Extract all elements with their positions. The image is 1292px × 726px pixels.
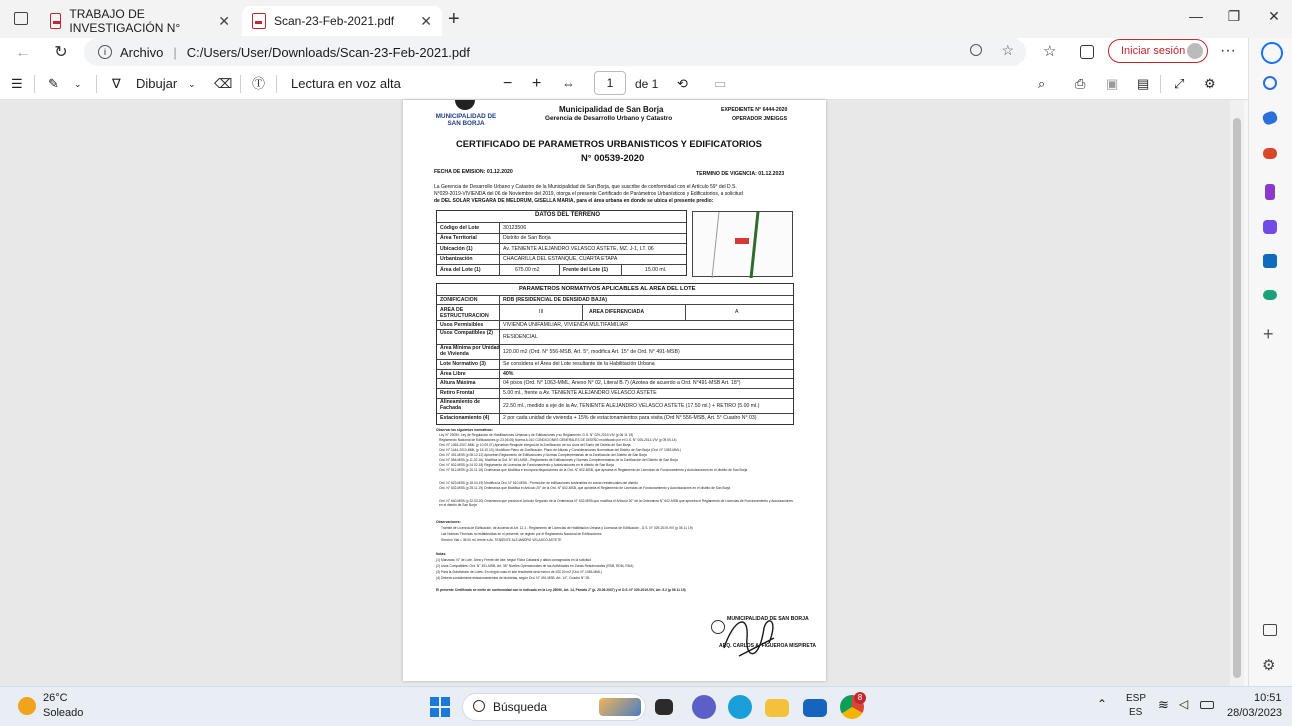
print-icon[interactable]: ⎙	[1075, 76, 1086, 91]
origin-label: Archivo	[120, 44, 164, 60]
shopping-icon[interactable]	[1261, 110, 1278, 126]
chat-icon[interactable]	[692, 695, 716, 719]
nota-item: (1) Manzana, N° de Lote, Área y Frente del lote, según Ficha Catastral y datos consignados en la solicitud	[436, 558, 592, 562]
frente-label: Frente del Lote (1)	[563, 267, 608, 273]
close-window-button[interactable]: ✕	[1268, 8, 1280, 24]
sun-icon	[18, 697, 36, 715]
tab-label: TRABAJO DE INVESTIGACIÓN N°	[69, 7, 181, 35]
pdf-page	[403, 100, 826, 681]
rotate-icon[interactable]: ⟲	[677, 76, 688, 91]
cert-number: N° 00539-2020	[581, 152, 645, 163]
restore-button[interactable]: ❐	[1227, 8, 1241, 24]
param-label: Alineamiento de Fachada	[440, 399, 481, 411]
nota-item: (4) Deberá considerarse estacionamientos de bicicletas, según Ord. N° 491-MSB, Art. 14°, Cuadro N° 05.	[436, 576, 591, 580]
table-col	[621, 264, 622, 276]
notas-title: Notas:	[436, 552, 447, 556]
close-icon[interactable]: ✕	[420, 12, 432, 29]
windows-icon[interactable]	[430, 697, 450, 717]
highlight-icon[interactable]: ✎	[48, 76, 59, 91]
param-value: 2 por cada unidad de vivienda + 15% de estacionamientos para visita (Ord N° 556-MSB, Art. 5° Cuadro N° 03)	[503, 415, 757, 421]
normas-title: Observar las siguientes normativas:	[436, 428, 493, 432]
tab-label: Scan-23-Feb-2021.pdf	[274, 14, 395, 28]
chevron-down-icon[interactable]: ⌄	[188, 79, 196, 89]
norma-item: Ord. N° 602-MSB (p 24.02.18) Reglamento de Licencias de Funcionamiento y Autorizaciones en el distrito de San Borja	[439, 463, 614, 467]
search-icon[interactable]: ⌕	[1038, 76, 1046, 91]
param-value: III	[539, 309, 544, 315]
divider	[96, 75, 97, 93]
norma-item: Ord. N° 1444-2010-MML (p 16.10.10), Modifican Plano de Zonificación, Plano de Alturas y Consideraciones Normativas del Distrito de San Borja (Ord. N° 1063-MML)	[439, 448, 681, 452]
map-street-line	[712, 212, 720, 278]
more-icon[interactable]: ···	[1220, 42, 1236, 59]
file-explorer-icon[interactable]	[765, 699, 789, 717]
search-box[interactable]	[462, 693, 646, 721]
weather-temp[interactable]: 26°C	[43, 692, 68, 704]
norma-item: Ord. N° 556-MSB (p 11.02.16), Modifica la Ord. N° 491-MSB - Reglamento de Edificaciones y Normas Complementarias de la Zonificación del Distrito de San Borja	[439, 458, 678, 462]
fecha-emision: FECHA DE EMISION: 01.12.2020	[434, 169, 513, 175]
terreno-header: DATOS DEL TERRENO	[535, 212, 601, 218]
param-label: Usos Permisibles	[440, 322, 484, 328]
send-icon[interactable]	[1263, 290, 1277, 300]
page-total: de 1	[635, 77, 659, 91]
table-row	[437, 254, 686, 255]
table-row	[437, 413, 793, 414]
signature	[719, 608, 789, 668]
chevron-down-icon[interactable]: ⌄	[74, 79, 82, 89]
sidebar-panel-icon[interactable]	[1263, 624, 1277, 636]
new-tab-button[interactable]: +	[448, 8, 460, 30]
param-label-2: AREA DIFERENCIADA	[589, 309, 645, 315]
location-map	[692, 211, 793, 277]
zoom-in-button[interactable]: +	[532, 75, 542, 92]
draw-icon[interactable]: ∇	[112, 76, 121, 91]
favorites-icon[interactable]: ☆	[1043, 43, 1057, 60]
ubicacion-label: Ubicación (1)	[440, 246, 473, 252]
tab-actions-icon[interactable]	[14, 12, 28, 25]
param-label: Estacionamiento (4)	[440, 415, 490, 421]
cierre-text: El presente Certificado se emite de conformidad con lo indicado en la Ley 29090, Art. 14, Párrafo 2° (p. 25.09.2007) y el D.S. N° 029-2019-VIV, Art. 5.2 (p 06 11 19)	[436, 588, 686, 592]
scrollbar-thumb[interactable]	[1233, 118, 1241, 678]
stamp-name: ARQ. CARLOS A. FIGUEROA MISPIRETA	[719, 643, 817, 649]
save-as-icon[interactable]: ▤	[1137, 76, 1150, 91]
info-icon[interactable]: i	[98, 45, 112, 59]
norma-item: Ord. N° 623-MSB (p 18.04.19) Modifica la Ord. N° 610-MSB - Promoción de edificaciones sostenibles en zonas residenciales del distrito	[439, 481, 638, 485]
add-icon[interactable]: +	[1263, 324, 1274, 344]
param-value-2: A	[735, 309, 739, 315]
table-row	[437, 388, 793, 389]
table-row	[437, 378, 793, 379]
params-table	[436, 283, 794, 425]
param-value: 22.50 ml., medido a eje de la Av. TENIENTE ALEJANDRO VELASCO ASTETE (17.50 ml.) + RETIRO (5.00 ml.)	[503, 403, 760, 409]
table-col	[685, 304, 686, 320]
signin-label: Iniciar sesión	[1121, 45, 1186, 57]
intro-line-1: La Gerencia de Desarrollo Urbano y Catastro de la Municipalidad de San Borja, que suscribe de conformidad con el Artículo 59° del D.S.	[434, 184, 737, 190]
obs-item: Las Normas Técnicas no establecidas en el presente, se regirán por el Reglamento Nacional de Edificaciones	[441, 532, 602, 536]
search-icon	[473, 700, 485, 712]
codigo-label: Código del Lote	[440, 225, 480, 231]
param-label: Usos Compatibles (2)	[440, 330, 494, 336]
expediente: EXPEDIENTE N° 6444-2020	[721, 107, 788, 113]
table-row	[437, 222, 686, 223]
norma-item: Ord. N° 640-MSB (p 22.03.20) Ordenanza que precisa el Artículo Segundo de la Ordenanza N° 632-MSB que modifica el Artículo 20° de la Ordenanza N° 602-MSB que aprueba el Reglamento de Licencias de Funcionamiento y Autorizaciones en el distrito de San Borja	[439, 499, 793, 508]
pdf-toolbar	[0, 68, 1248, 100]
office-icon[interactable]	[1263, 220, 1277, 234]
area-lote-label: Área del Lote (1)	[440, 267, 481, 273]
taskbar	[0, 686, 1292, 726]
param-label: AREA DE ESTRUCTURACION	[440, 307, 489, 319]
outlook-icon[interactable]	[1263, 254, 1277, 268]
intro-line-2: N°029-2019-VIVIENDA del 06 de Noviembre del 2019, otorga el presente Certificado de Parámetros Urbanísticos y Edificatorios, a solicitud	[434, 191, 743, 197]
gerencia-title: Gerencia de Desarrollo Urbano y Catastro	[545, 115, 673, 122]
chevron-up-icon[interactable]: ⌃	[1097, 697, 1108, 711]
address-bar	[0, 38, 1248, 68]
area-lote-value: 675.00 m2	[515, 267, 540, 273]
param-value: Se considera el Área del Lote resultante de la Habilitación Urbana	[503, 361, 655, 367]
bing-icon[interactable]	[1261, 42, 1283, 64]
notification-badge: 8	[854, 692, 866, 704]
search-label: Búsqueda	[493, 700, 548, 714]
back-button[interactable]: ←	[15, 44, 31, 61]
cert-title: CERTIFICADO DE PARAMETROS URBANISTICOS Y EDIFICATORIOS	[456, 138, 762, 149]
tools-icon[interactable]	[1263, 148, 1277, 159]
wifi-icon[interactable]: ≋	[1158, 697, 1169, 712]
clock-date[interactable]: 28/03/2023	[1227, 707, 1283, 719]
table-col	[499, 295, 500, 425]
params-header: PARAMETROS NORMATIVOS APLICABLES AL AREA DEL LOTE	[519, 286, 696, 292]
area-label: Área Territorial	[440, 235, 477, 241]
param-value: 5.00 ml., frente a Av. TENIENTE ALEJANDRO VELASCO ASTETE	[503, 390, 657, 396]
norma-item: Ord. N° 491-MSB (p 08.12.12) Aprueban Reglamento de Edificaciones y Normas Complementarias de la Zonificación del Distrito de San Borja	[439, 453, 647, 457]
param-label: Área Libre	[440, 371, 466, 377]
signin-button[interactable]	[1108, 39, 1208, 63]
divider	[240, 75, 241, 93]
url-separator: |	[173, 44, 177, 60]
area-value: Distrito de San Borja	[503, 235, 551, 241]
norma-item: Reglamento Nacional de Edificaciones (p 23.06.06) Norma A.010 CONDICIONES GENERALES DE DISEÑO modificado por el D.S. N° 005-2014-VIV (p 09.05.14)	[439, 438, 677, 442]
fit-page-icon[interactable]: ⇔	[562, 76, 575, 91]
table-col	[559, 264, 560, 276]
table-row	[437, 359, 793, 360]
tab-scan[interactable]	[242, 6, 442, 36]
url-path: C:/Users/User/Downloads/Scan-23-Feb-2021.pdf	[186, 44, 470, 60]
table-row	[437, 264, 686, 265]
search-icon[interactable]	[1263, 76, 1277, 90]
minimize-button[interactable]: —	[1189, 8, 1203, 24]
edge-icon[interactable]	[728, 695, 752, 719]
param-value: 04 pisos (Ord. N° 1063-MML, Anexo N° 02, Literal B.7) (Azotea de acuerdo a Ord. N°491-MSB Art. 18°)	[503, 380, 741, 386]
param-value: 120.00 m2 (Ord. N° 556-MSB, Art. 5°, modifica Art. 15° de Ord. N° 491-MSB)	[503, 349, 680, 355]
table-row	[437, 233, 686, 234]
tab-bar	[0, 0, 1292, 38]
termino-vigencia: TERMINO DE VIGENCIA: 01.12.2023	[696, 171, 785, 177]
municipal-logo-icon	[455, 100, 475, 110]
edge-sidebar	[1248, 38, 1292, 686]
zoom-icon[interactable]	[970, 44, 982, 56]
nota-item: (2) Usos Compatibles: Ord. N° 491-MSB, Art. 36° Niveles Operacionales de las Actividades en Zonas Residenciales (RDB, RDM, RDA)	[436, 564, 634, 568]
close-icon[interactable]: ✕	[218, 12, 230, 29]
contents-icon[interactable]: ☰	[11, 76, 23, 91]
param-value: RDB (RESIDENCIAL DE DENSIDAD BAJA)	[503, 297, 607, 303]
table-row	[437, 369, 793, 370]
divider	[1160, 75, 1161, 93]
nota-item: (3) Para la Subdivisión de Lotes: En ningún caso el lote resultante será menor de 200.00 m2 (Ord. N° 1063-MML)	[436, 570, 602, 574]
norma-item: Ord. N° 1063-2007-MML (p 10.09.07) Aprueban Reajuste Integral de la Zonificación de los Usos del Suelo del Distrito de San Borja	[439, 443, 631, 447]
param-value: 40%	[503, 371, 514, 377]
pdf-icon	[252, 13, 266, 29]
table-row	[437, 304, 793, 305]
norma-item: Ord. N° 632-MSB (p 25.11.19) Ordenanza que Modifica el Artículo 20° de la Ord. N° 602-MSB, que aprueba el Reglamento de Licencias de Funcionamiento y Autorizaciones en el distrito de San Borja	[439, 486, 731, 490]
logo-text: MUNICIPALIDAD DE SAN BORJA	[435, 113, 497, 127]
table-row	[437, 243, 686, 244]
param-label: ZONIFICACION	[440, 297, 478, 303]
divider	[34, 75, 35, 93]
ubicacion-value: Av. TENIENTE ALEJANDRO VELASCO ASTETE, MZ. J-1, LT. 06	[503, 246, 654, 252]
fullscreen-icon[interactable]: ⤢	[1174, 76, 1185, 91]
obs-item: Sección Vial = 35.00 ml. frente a Av. TENIENTE ALEJANDRO VELASCO ASTETE	[441, 538, 562, 542]
clock-time[interactable]: 10:51	[1254, 692, 1282, 704]
save-icon[interactable]: ▣	[1106, 76, 1119, 91]
param-label: Área Mínima por Unidad de Vivienda	[440, 345, 500, 357]
terreno-table	[436, 210, 687, 276]
task-view-icon[interactable]	[655, 699, 673, 715]
divider	[276, 75, 277, 93]
lang-secondary[interactable]: ES	[1129, 707, 1143, 718]
page-view-icon[interactable]: ▭	[714, 76, 727, 91]
norma-item: Ord. N° 612-MSB (p 20.11.18) Ordenanza que Modifica e Incorpora disposiciones de la Ord. N° 602-MSB, que aprueba el Reglamento de Licencias de Funcionamiento y Autorizaciones en el distrito de San Borja	[439, 468, 748, 472]
obs-title: Observaciones:	[436, 520, 461, 524]
scrollbar[interactable]	[1230, 100, 1244, 686]
table-row	[437, 295, 793, 296]
param-label: Lote Normativo (3)	[440, 361, 486, 367]
read-aloud-button[interactable]: Lectura en voz alta	[291, 76, 401, 91]
settings-icon[interactable]: ⚙	[1204, 76, 1216, 91]
text-icon[interactable]: Ⓣ	[252, 76, 266, 91]
param-value: VIVIENDA UNIFAMILIAR, VIVIENDA MULTIFAMILIAR	[503, 322, 629, 328]
param-value: RESIDENCIAL	[503, 334, 538, 340]
eraser-icon[interactable]: ⌫	[214, 76, 233, 91]
search-highlight-image	[599, 698, 641, 716]
settings-icon[interactable]: ⚙	[1262, 657, 1276, 674]
refresh-button[interactable]: ↻	[54, 44, 68, 61]
mail-icon[interactable]	[803, 699, 827, 717]
param-label: Altura Máxima	[440, 380, 476, 386]
draw-button[interactable]: Dibujar	[136, 76, 178, 91]
map-lot-marker	[735, 238, 749, 244]
games-icon[interactable]	[1265, 184, 1275, 200]
urbanizacion-label: Urbanización	[440, 256, 473, 262]
zoom-out-button[interactable]: −	[503, 75, 513, 92]
table-row	[437, 320, 793, 321]
table-col	[582, 304, 583, 320]
volume-icon[interactable]: ◁	[1179, 697, 1189, 711]
norma-item: Ley N° 29090: Ley de Regulación de Habilitaciones Urbanas y de Edificaciones y su Reglamento: D.S. N° 029-2019-VIV (p 06 11 19)	[439, 433, 634, 437]
intro-line-3: de DEL SOLAR VERGARA DE MELDRUM, GISELLA MARIA, para el área urbana en donde se ubica el presente predio:	[434, 198, 714, 204]
page-number-input[interactable]: 1	[594, 71, 626, 95]
frente-value: 15.00 ml.	[645, 267, 667, 273]
url-field[interactable]	[84, 38, 1026, 66]
operador: OPERADOR JMEIGGS	[732, 116, 788, 122]
pdf-icon	[50, 13, 61, 29]
codigo-value: 30123506	[503, 225, 527, 231]
lang-primary[interactable]: ESP	[1126, 693, 1147, 704]
obs-item: Trámite de Licencia de Edificación, de acuerdo al Art. 12.1 - Reglamento de Licencias de Habilitación Urbana y Licencias de Edificación - D.S. N° 029-2019-VIV (p 06 11 19)	[441, 526, 693, 530]
urbanizacion-value: CHACARILLA DEL ESTANQUE, CUARTA ETAPA	[503, 256, 618, 262]
map-street-line	[750, 212, 760, 278]
battery-icon[interactable]	[1200, 701, 1214, 709]
table-col	[499, 222, 500, 276]
muni-title: Municipalidad de San Borja	[559, 105, 664, 114]
collections-icon[interactable]	[1080, 45, 1094, 59]
stamp-org: MUNICIPALIDAD DE SAN BORJA	[727, 616, 809, 622]
param-label: Retiro Frontal	[440, 390, 475, 396]
favorites-add-icon[interactable]: ☆	[1001, 42, 1014, 58]
tab-trabajo[interactable]	[40, 6, 240, 36]
avatar	[1187, 43, 1203, 59]
weather-desc[interactable]: Soleado	[43, 707, 84, 719]
